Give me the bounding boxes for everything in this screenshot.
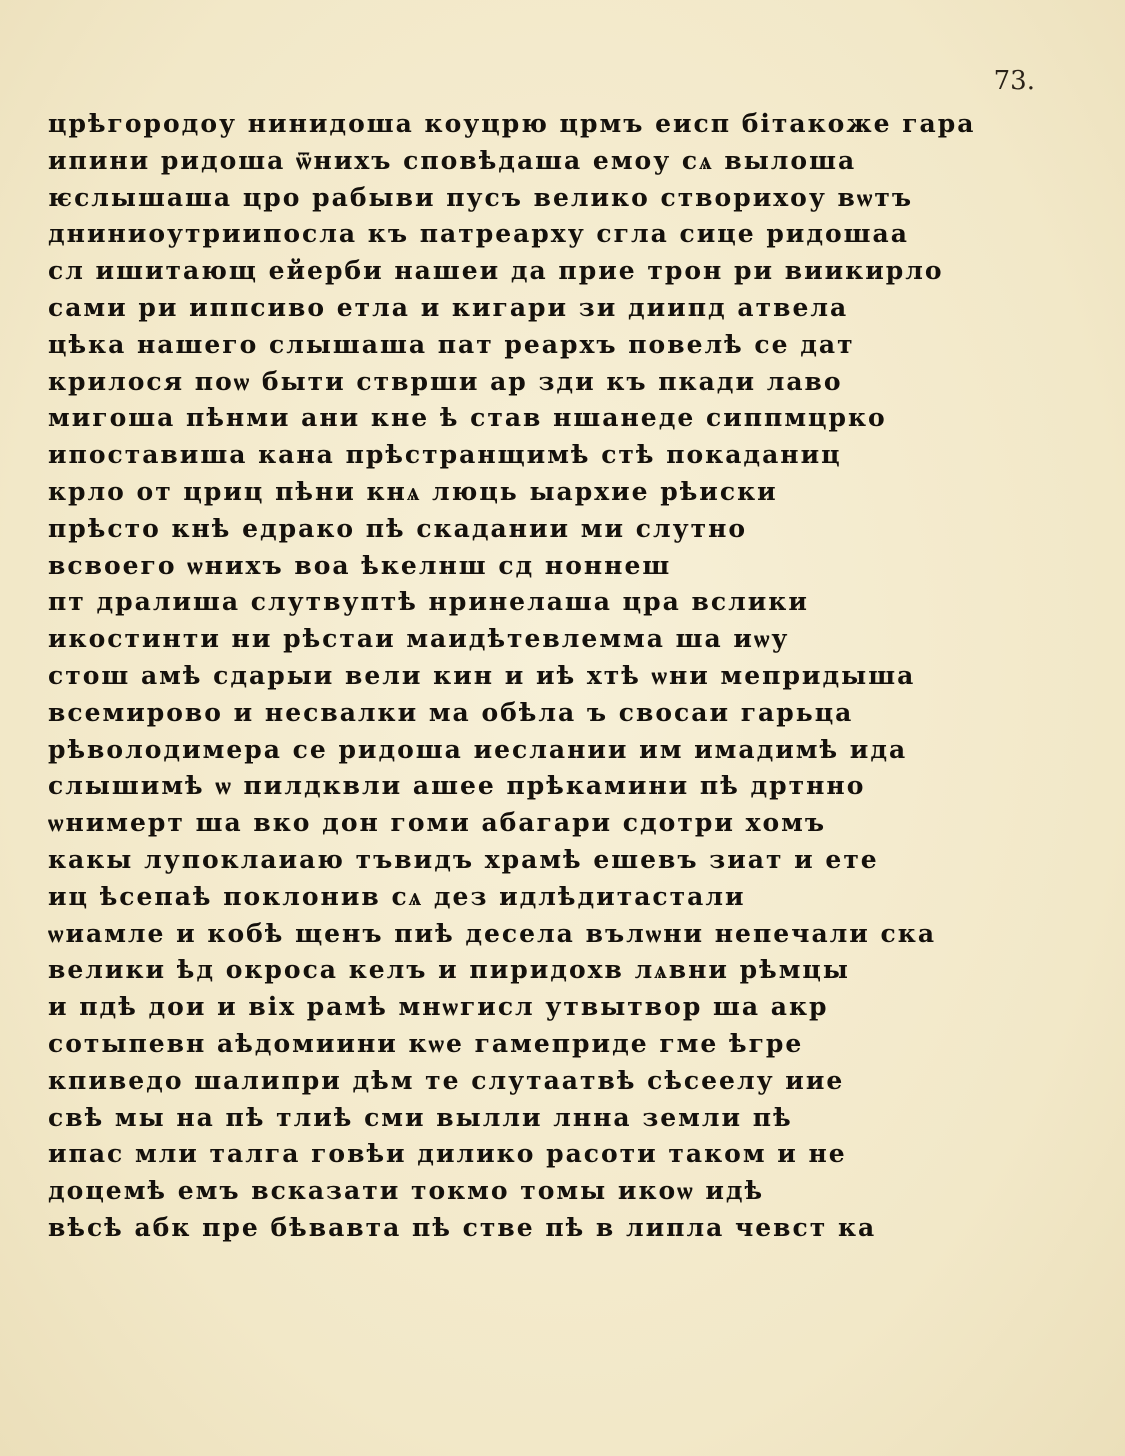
manuscript-line: велики ѣд окроса келъ и пиридохв лѧвни рѣмцы bbox=[48, 955, 850, 985]
manuscript-line: всемирово и несвалки ма обѣла ъ свосаи гарьца bbox=[48, 697, 854, 727]
manuscript-line: дниниоутриипосла къ патреарху сгла сице ридошаа bbox=[48, 219, 909, 249]
manuscript-line: сами ри иппсиво етла и кигари зи диипд атвела bbox=[48, 292, 849, 322]
manuscript-line: слышимѣ ѡ пилдквли ашее прѣкамини пѣ дртнно bbox=[48, 771, 866, 801]
manuscript-line: сл ишитающ ейерби нашеи да прие трон ри виикирло bbox=[48, 256, 944, 286]
manuscript-line: крло от цриц пѣни кнѧ люць ыархие рѣиски bbox=[48, 476, 778, 506]
manuscript-line: какы лупоклаиаю тъвидъ храмѣ ешевъ зиат и ете bbox=[48, 844, 879, 874]
manuscript-line: доцемѣ емъ всказати токмо томы икоѡ идѣ bbox=[48, 1176, 765, 1206]
page-number: 73. bbox=[993, 66, 1035, 96]
manuscript-line: цѣка нашего слышаша пат реархъ повелѣ се дат bbox=[48, 329, 855, 359]
manuscript-line: стош амѣ сдарыи вели кин и иѣ хтѣ ѡни мепридыша bbox=[48, 660, 916, 690]
manuscript-line: ипоставиша кана прѣстранщимѣ стѣ покаданиц bbox=[48, 440, 842, 470]
manuscript-line: ипини ридоша ѿнихъ сповѣдаша емоу сѧ вылоша bbox=[48, 145, 857, 175]
manuscript-line: рѣволодимера се ридоша иеслании им имадимѣ ида bbox=[48, 734, 908, 764]
manuscript-line: свѣ мы на пѣ тлиѣ сми вылли лнна земли пѣ bbox=[48, 1102, 793, 1132]
manuscript-line: пт дралиша слутвуптѣ нринелаша цра вслики bbox=[48, 587, 809, 617]
manuscript-line: мигоша пѣнми ани кне ѣ став ншанеде сиппмцрко bbox=[48, 403, 887, 433]
manuscript-line: вѣсѣ абк пре бѣвавта пѣ стве пѣ в липла чевст ка bbox=[48, 1212, 877, 1242]
manuscript-line: крилося поѡ быти стврши ар зди къ пкади лаво bbox=[48, 366, 843, 396]
manuscript-line: всвоего ѡнихъ воа ѣкелнш сд ноннеш bbox=[48, 550, 672, 580]
manuscript-line: ипас мли талга говѣи дилико расоти таком и не bbox=[48, 1139, 847, 1169]
manuscript-line: ѡнимерт ша вко дон гоми абагари сдотри хомъ bbox=[48, 808, 827, 838]
manuscript-line: икостинти ни рѣстаи маидѣтевлемма ша иѡу bbox=[48, 624, 790, 654]
manuscript-line: сотыпевн аѣдомиини кѡе гамеприде гме ѣгре bbox=[48, 1028, 804, 1058]
manuscript-line: иц ѣсепаѣ поклонив сѧ дез идлѣдитастали bbox=[48, 881, 746, 911]
manuscript-text-block bbox=[48, 106, 1053, 1247]
manuscript-line: прѣсто кнѣ едрако пѣ скадании ми слутно bbox=[48, 513, 748, 543]
manuscript-line: црѣгородоу нинидоша коуцрю црмъ еисп бітакоже гара bbox=[48, 109, 976, 138]
manuscript-line: ѡиамле и кобѣ щенъ пиѣ десела вълѡни непечали ска bbox=[48, 918, 937, 948]
manuscript-line: и пдѣ дои и віх рамѣ мнѡгисл утвытвор ша акр bbox=[48, 992, 829, 1022]
manuscript-line: ѥслышаша цро рабыви пусъ велико створихоу вѡтъ bbox=[48, 182, 914, 212]
manuscript-line: кпиведо шалипри дѣм те слутаатвѣ сѣсеелу иие bbox=[48, 1065, 845, 1095]
